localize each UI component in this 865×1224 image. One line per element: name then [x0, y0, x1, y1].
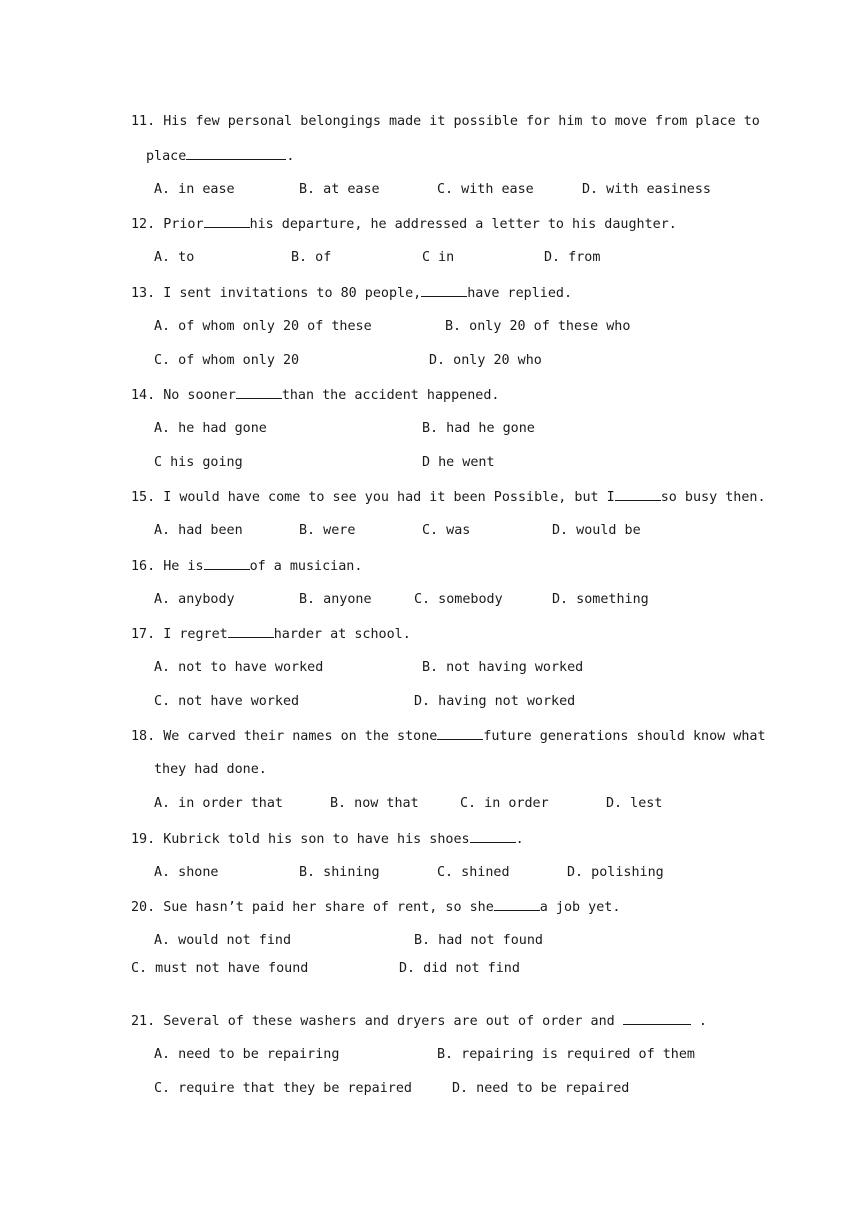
answer-blank [236, 386, 282, 399]
answer-blank [437, 727, 483, 740]
question-16-text-part: 16. He is [131, 559, 204, 574]
question-14-text [131, 386, 499, 405]
option-b: B. shining [299, 865, 380, 880]
question-19-text [131, 830, 524, 849]
question-19-text-part: . [515, 832, 524, 847]
question-18-text-part: future generations should know what [483, 729, 766, 744]
answer-blank [204, 215, 250, 228]
option-a: A. need to be repairing [154, 1047, 340, 1062]
question-12-text [131, 215, 677, 234]
option-a: A. in ease [154, 182, 235, 197]
option-a: A. to [154, 250, 195, 265]
option-c: C in [422, 250, 455, 265]
question-21-text-part: . [698, 1014, 707, 1029]
question-12-text-part: 12. Prior [131, 217, 204, 232]
option-d: D. something [552, 592, 649, 607]
option-c: C. shined [437, 865, 510, 880]
option-d: D. lest [606, 796, 663, 811]
option-c: C. was [422, 523, 471, 538]
option-d: D. having not worked [414, 694, 576, 709]
option-a: A. he had gone [154, 421, 267, 436]
option-b: B. at ease [299, 182, 380, 197]
question-11-text-cont [146, 147, 294, 166]
option-d: D. need to be repaired [452, 1081, 630, 1096]
question-15-text-part: so busy then. [660, 490, 766, 505]
answer-blank [186, 147, 286, 160]
option-a: A. of whom only 20 of these [154, 319, 372, 334]
question-11-text-part: . [286, 149, 295, 164]
option-c: C. not have worked [154, 694, 300, 709]
option-a: A. not to have worked [154, 660, 324, 675]
answer-blank [228, 625, 274, 638]
question-19-text-part: 19. Kubrick told his son to have his shoes [131, 832, 470, 847]
option-c: C. must not have found [131, 961, 309, 976]
option-d: D. did not find [399, 961, 520, 976]
question-16-text [131, 557, 362, 576]
option-c: C. with ease [437, 182, 534, 197]
option-c: C. of whom only 20 [154, 353, 300, 368]
option-c: C. in order [460, 796, 549, 811]
option-b: B. not having worked [422, 660, 584, 675]
question-11-text-part: place [146, 149, 187, 164]
option-a: A. in order that [154, 796, 283, 811]
question-14-text-part: 14. No sooner [131, 388, 236, 403]
question-20-text-part: 20. Sue hasn’t paid her share of rent, so she [131, 900, 494, 915]
question-16-text-part: of a musician. [249, 559, 363, 574]
question-18-text-cont: they had done. [154, 762, 267, 777]
option-b: B. only 20 of these who [445, 319, 631, 334]
question-21-text-part: 21. Several of these washers and dryers are out of order and [131, 1014, 615, 1029]
question-20-text-part: a job yet. [539, 900, 621, 915]
question-15-text-part: 15. I would have come to see you had it been Possible, but I [131, 490, 615, 505]
option-c: C. somebody [414, 592, 503, 607]
question-17-text-part: 17. I regret [131, 627, 228, 642]
question-15-text [131, 488, 766, 507]
question-18-text-part: 18. We carved their names on the stone [131, 729, 438, 744]
option-d: D. only 20 who [429, 353, 542, 368]
question-12-text-part: his departure, he addressed a letter to his daughter. [249, 217, 677, 232]
option-a: A. anybody [154, 592, 235, 607]
option-b: B. of [291, 250, 332, 265]
option-a: A. shone [154, 865, 219, 880]
question-13-text-part: 13. I sent invitations to 80 people, [131, 286, 422, 301]
question-11-text: 11. His few personal belongings made it possible for him to move from place to [131, 114, 760, 129]
option-b: B. anyone [299, 592, 372, 607]
option-b: B. had he gone [422, 421, 535, 436]
option-c: C his going [154, 455, 243, 470]
option-c: C. require that they be repaired [154, 1081, 412, 1096]
question-17-text [131, 625, 411, 644]
option-a: A. would not find [154, 933, 292, 948]
answer-blank [470, 830, 516, 843]
question-13-text-part: have replied. [467, 286, 573, 301]
answer-blank [623, 1012, 691, 1025]
option-d: D. from [544, 250, 601, 265]
answer-blank [204, 557, 250, 570]
option-b: B. had not found [414, 933, 543, 948]
question-20-text [131, 898, 620, 917]
option-d: D. would be [552, 523, 641, 538]
answer-blank [421, 284, 467, 297]
answer-blank [494, 898, 540, 911]
question-18-text [131, 727, 766, 746]
option-d: D. polishing [567, 865, 664, 880]
option-d: D. with easiness [582, 182, 711, 197]
question-14-text-part: than the accident happened. [281, 388, 500, 403]
answer-blank [615, 488, 661, 501]
question-13-text [131, 284, 572, 303]
option-b: B. repairing is required of them [437, 1047, 695, 1062]
option-d: D he went [422, 455, 495, 470]
option-a: A. had been [154, 523, 243, 538]
option-b: B. were [299, 523, 356, 538]
option-b: B. now that [330, 796, 419, 811]
question-21-text [131, 1012, 707, 1031]
question-17-text-part: harder at school. [273, 627, 411, 642]
